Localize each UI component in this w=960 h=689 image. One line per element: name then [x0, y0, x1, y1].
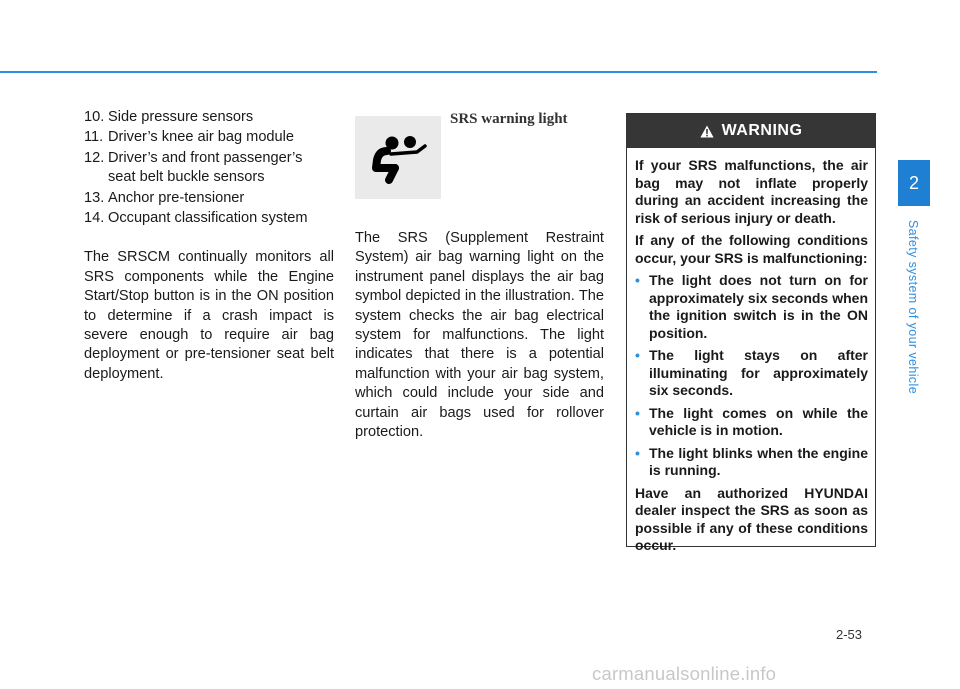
bullet-icon: •	[635, 347, 640, 363]
left-column	[84, 108, 334, 384]
page-number: 2-53	[836, 627, 863, 642]
srs-paragraph: The SRS (Supplement Restraint System) air bag warning light on the instrument panel displays the air bag symbol depicted in the illustration. The system checks the air bag electrical system for malfunctions. The light indicates that there is a potential malfunction with your air bag system, which could include your side and curtain air bags used for rollover protection.	[355, 230, 604, 441]
srscm-paragraph: The SRSCM continually monitors all SRS components while the Engine Start/Stop button is in the ON position to determine if a crash impact is severe enough to require air bag deployment or pre-tensioner seat belt deployment.	[84, 249, 334, 382]
list-item: 11. Driver’s knee air bag module	[84, 129, 295, 146]
warning-intro: If your SRS malfunctions, the air bag may not inflate properly during an accident increasing the risk of serious injury or death.	[635, 157, 868, 226]
list-item: 10. Side pressure sensors	[84, 109, 254, 125]
list-item: 12. Driver’s and front passenger’s seat belt buckle sensors	[84, 149, 303, 186]
bullet-icon: •	[635, 272, 640, 288]
bullet-icon: •	[635, 444, 640, 461]
airbag-warning-icon	[355, 116, 441, 199]
warning-bullet: • The light comes on while the vehicle is in motion.	[635, 404, 868, 438]
warning-bullet: • The light does not turn on for approximately six seconds when the ignition switch is in the ON position.	[635, 272, 868, 341]
warning-bullet: • The light stays on after illuminating for approximately six seconds.	[635, 347, 868, 398]
warning-title: WARNING	[721, 122, 803, 139]
warning-closing: Have an authorized HYUNDAI dealer inspect the SRS as soon as possible if any of these conditions occur.	[635, 484, 868, 553]
warning-lead: If any of the following conditions occur, your SRS is malfunctioning:	[635, 232, 868, 266]
chapter-title: Safety system of your vehicle	[906, 219, 921, 395]
warning-bullet: • The light blinks when the engine is running.	[635, 444, 868, 478]
watermark: carmanualsonline.info	[592, 663, 777, 684]
list-item: 14. Occupant classification system	[84, 210, 308, 227]
warning-box	[626, 113, 876, 553]
chapter-tab: 2	[898, 160, 930, 206]
header-rule	[0, 71, 877, 73]
warning-header	[627, 114, 875, 148]
srs-warning-heading: SRS warning light	[450, 111, 568, 127]
warning-body	[627, 157, 875, 555]
list-item: 13. Anchor pre-tensioner	[84, 189, 245, 206]
bullet-icon: •	[635, 404, 640, 421]
warning-triangle-icon	[700, 125, 714, 138]
